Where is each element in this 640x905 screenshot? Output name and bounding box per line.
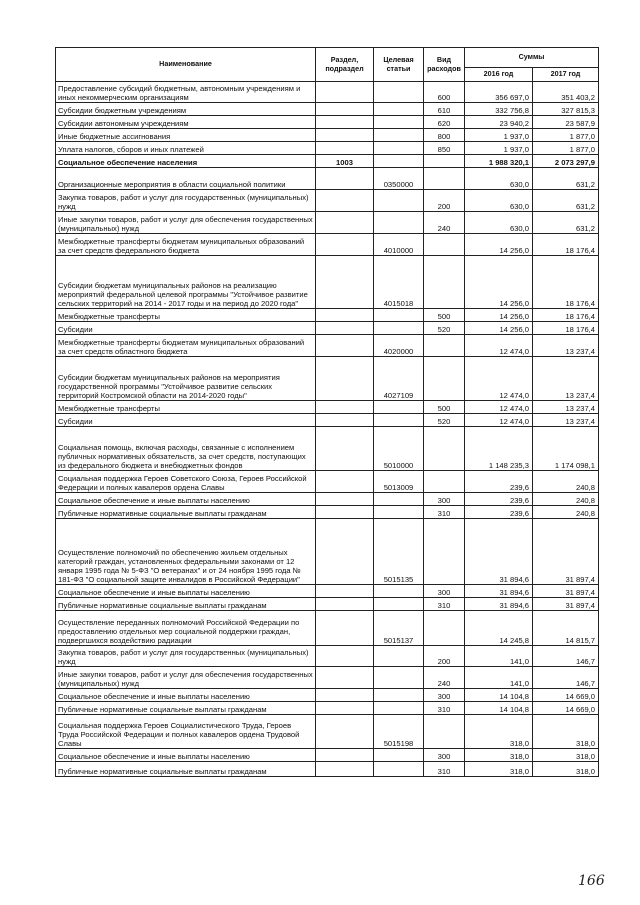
row-sum-2017: 18 176,4 <box>533 309 599 322</box>
row-section: 1003 <box>316 155 374 168</box>
row-target <box>374 414 424 427</box>
table-row <box>56 309 599 322</box>
row-expense-type <box>424 471 465 493</box>
row-target <box>374 82 424 103</box>
row-name: Социальная помощь, включая расходы, связанные с исполнением публичных нормативных обязательств, за счет средств, поступающих из федерального бюджета и внебюджетных фондов <box>56 427 316 471</box>
row-section <box>316 667 374 689</box>
row-sum-2017: 240,8 <box>533 493 599 506</box>
row-target <box>374 493 424 506</box>
row-name: Социальная поддержка Героев Социалистического Труда, Героев Труда Российской Федерации и полных кавалеров ордена Трудовой Славы <box>56 715 316 749</box>
table-row <box>56 103 599 116</box>
row-name: Субсидии <box>56 414 316 427</box>
row-sum-2016: 14 256,0 <box>465 256 533 309</box>
row-name: Межбюджетные трансферты бюджетам муниципальных образований за счет средств областного бюджета <box>56 335 316 357</box>
table-row <box>56 715 599 749</box>
row-sum-2016: 239,6 <box>465 471 533 493</box>
row-name: Уплата налогов, сборов и иных платежей <box>56 142 316 155</box>
table-row <box>56 689 599 702</box>
row-section <box>316 142 374 155</box>
row-expense-type <box>424 335 465 357</box>
row-target: 5015135 <box>374 519 424 585</box>
row-target <box>374 103 424 116</box>
row-target <box>374 646 424 667</box>
row-target <box>374 322 424 335</box>
row-section <box>316 357 374 401</box>
row-sum-2016: 318,0 <box>465 749 533 762</box>
row-sum-2017: 13 237,4 <box>533 357 599 401</box>
row-name: Субсидии бюджетам муниципальных районов на реализацию мероприятий федеральной целевой программы "Устойчивое развитие сельских территорий на 2014 - 2017 годы и на период до 2020 года" <box>56 256 316 309</box>
row-target <box>374 129 424 142</box>
row-expense-type: 300 <box>424 749 465 762</box>
row-target <box>374 401 424 414</box>
row-section <box>316 689 374 702</box>
row-section <box>316 471 374 493</box>
row-section <box>316 309 374 322</box>
row-sum-2016: 31 894,6 <box>465 519 533 585</box>
row-name: Предоставление субсидий бюджетным, автономным учреждениям и иных некоммерческим организациям <box>56 82 316 103</box>
table-row <box>56 667 599 689</box>
table-row <box>56 585 599 598</box>
row-expense-type: 240 <box>424 667 465 689</box>
row-section <box>316 234 374 256</box>
row-target <box>374 506 424 519</box>
row-target: 4020000 <box>374 335 424 357</box>
header-section: Раздел, подраздел <box>316 48 374 82</box>
table-body <box>56 82 599 777</box>
row-section <box>316 519 374 585</box>
row-target: 5015198 <box>374 715 424 749</box>
row-sum-2017: 1 174 098,1 <box>533 427 599 471</box>
row-section <box>316 493 374 506</box>
table-row <box>56 129 599 142</box>
table-row <box>56 471 599 493</box>
row-target <box>374 585 424 598</box>
header-target: Целевая статьи <box>374 48 424 82</box>
row-section <box>316 749 374 762</box>
row-sum-2016: 14 256,0 <box>465 322 533 335</box>
row-expense-type: 200 <box>424 646 465 667</box>
row-expense-type <box>424 715 465 749</box>
row-sum-2016: 239,6 <box>465 506 533 519</box>
row-section <box>316 715 374 749</box>
row-name: Социальное обеспечение и иные выплаты населению <box>56 749 316 762</box>
row-target <box>374 762 424 777</box>
row-name: Закупка товаров, работ и услуг для государственных (муниципальных) нужд <box>56 190 316 212</box>
table-row <box>56 212 599 234</box>
row-name: Межбюджетные трансферты <box>56 401 316 414</box>
row-target <box>374 598 424 611</box>
row-name: Публичные нормативные социальные выплаты гражданам <box>56 506 316 519</box>
row-section <box>316 611 374 646</box>
table-row <box>56 611 599 646</box>
row-expense-type: 310 <box>424 702 465 715</box>
row-sum-2017: 631,2 <box>533 190 599 212</box>
row-sum-2016: 14 245,8 <box>465 611 533 646</box>
row-name: Субсидии <box>56 322 316 335</box>
table-row <box>56 142 599 155</box>
header-name: Наименование <box>56 48 316 82</box>
table-row <box>56 401 599 414</box>
row-sum-2017: 31 897,4 <box>533 585 599 598</box>
table-row <box>56 519 599 585</box>
row-sum-2017: 240,8 <box>533 506 599 519</box>
row-sum-2017: 13 237,4 <box>533 401 599 414</box>
row-expense-type <box>424 155 465 168</box>
row-sum-2016: 12 474,0 <box>465 401 533 414</box>
row-section <box>316 322 374 335</box>
table-row <box>56 190 599 212</box>
row-sum-2016: 332 756,8 <box>465 103 533 116</box>
header-sums: Суммы <box>465 48 599 68</box>
row-sum-2017: 1 877,0 <box>533 129 599 142</box>
row-target <box>374 667 424 689</box>
row-name: Иные закупки товаров, работ и услуг для обеспечения государственных (муниципальных) нужд <box>56 212 316 234</box>
row-target <box>374 155 424 168</box>
row-target: 5015137 <box>374 611 424 646</box>
row-sum-2017: 318,0 <box>533 715 599 749</box>
table-row <box>56 646 599 667</box>
row-expense-type: 310 <box>424 506 465 519</box>
row-section <box>316 190 374 212</box>
row-name: Публичные нормативные социальные выплаты гражданам <box>56 598 316 611</box>
row-section <box>316 129 374 142</box>
row-sum-2017: 318,0 <box>533 749 599 762</box>
header-type: Вид расходов <box>424 48 465 82</box>
row-name: Социальное обеспечение и иные выплаты населению <box>56 585 316 598</box>
row-target <box>374 309 424 322</box>
row-expense-type: 800 <box>424 129 465 142</box>
row-sum-2016: 1 988 320,1 <box>465 155 533 168</box>
header-year-2016: 2016 год <box>465 68 533 82</box>
row-name: Субсидии бюджетным учреждениям <box>56 103 316 116</box>
row-sum-2017: 327 815,3 <box>533 103 599 116</box>
row-sum-2016: 31 894,6 <box>465 598 533 611</box>
row-section <box>316 82 374 103</box>
row-name: Иные закупки товаров, работ и услуг для обеспечения государственных (муниципальных) нужд <box>56 667 316 689</box>
row-sum-2016: 1 937,0 <box>465 129 533 142</box>
row-sum-2016: 31 894,6 <box>465 585 533 598</box>
row-sum-2016: 12 474,0 <box>465 414 533 427</box>
row-expense-type <box>424 357 465 401</box>
row-name: Межбюджетные трансферты <box>56 309 316 322</box>
row-expense-type: 520 <box>424 322 465 335</box>
row-target <box>374 190 424 212</box>
table-row <box>56 256 599 309</box>
row-expense-type: 620 <box>424 116 465 129</box>
row-name: Публичные нормативные социальные выплаты гражданам <box>56 702 316 715</box>
table-row <box>56 357 599 401</box>
row-sum-2017: 14 669,0 <box>533 689 599 702</box>
row-sum-2017: 23 587,9 <box>533 116 599 129</box>
row-target <box>374 116 424 129</box>
table-row <box>56 116 599 129</box>
row-sum-2016: 23 940,2 <box>465 116 533 129</box>
table-row <box>56 598 599 611</box>
row-sum-2016: 318,0 <box>465 715 533 749</box>
row-sum-2016: 14 104,8 <box>465 689 533 702</box>
row-sum-2016: 14 256,0 <box>465 234 533 256</box>
row-expense-type <box>424 256 465 309</box>
row-sum-2016: 14 256,0 <box>465 309 533 322</box>
row-sum-2016: 239,6 <box>465 493 533 506</box>
table-row <box>56 322 599 335</box>
row-section <box>316 598 374 611</box>
row-section <box>316 401 374 414</box>
row-sum-2016: 12 474,0 <box>465 357 533 401</box>
row-section <box>316 427 374 471</box>
row-section <box>316 702 374 715</box>
row-sum-2017: 351 403,2 <box>533 82 599 103</box>
row-sum-2017: 13 237,4 <box>533 335 599 357</box>
row-section <box>316 212 374 234</box>
table-row <box>56 155 599 168</box>
row-section <box>316 103 374 116</box>
row-sum-2016: 318,0 <box>465 762 533 777</box>
row-name: Осуществление переданных полномочий Российской Федерации по предоставлению отдельных мер социальной поддержки граждан, подвергшихся воздействию радиации <box>56 611 316 646</box>
row-name: Закупка товаров, работ и услуг для государственных (муниципальных) нужд <box>56 646 316 667</box>
row-sum-2017: 14 815,7 <box>533 611 599 646</box>
row-target: 0350000 <box>374 168 424 190</box>
row-expense-type: 240 <box>424 212 465 234</box>
row-sum-2017: 2 073 297,9 <box>533 155 599 168</box>
table-row <box>56 234 599 256</box>
row-expense-type <box>424 427 465 471</box>
row-name: Организационные мероприятия в области социальной политики <box>56 168 316 190</box>
row-sum-2017: 13 237,4 <box>533 414 599 427</box>
row-expense-type: 600 <box>424 82 465 103</box>
row-name: Иные бюджетные ассигнования <box>56 129 316 142</box>
row-section <box>316 762 374 777</box>
page-number: 166 <box>578 873 605 889</box>
row-sum-2017: 18 176,4 <box>533 322 599 335</box>
row-section <box>316 646 374 667</box>
row-sum-2017: 18 176,4 <box>533 256 599 309</box>
row-sum-2016: 356 697,0 <box>465 82 533 103</box>
row-sum-2017: 631,2 <box>533 168 599 190</box>
row-section <box>316 585 374 598</box>
table-row <box>56 506 599 519</box>
row-sum-2016: 12 474,0 <box>465 335 533 357</box>
table-row <box>56 335 599 357</box>
row-name: Публичные нормативные социальные выплаты гражданам <box>56 762 316 777</box>
row-target: 4027109 <box>374 357 424 401</box>
row-target <box>374 142 424 155</box>
row-section <box>316 335 374 357</box>
table-row <box>56 82 599 103</box>
row-name: Субсидии автономным учреждениям <box>56 116 316 129</box>
table-row <box>56 762 599 777</box>
row-section <box>316 116 374 129</box>
row-section <box>316 506 374 519</box>
row-expense-type: 300 <box>424 585 465 598</box>
row-target: 4010000 <box>374 234 424 256</box>
row-sum-2016: 630,0 <box>465 212 533 234</box>
row-expense-type <box>424 611 465 646</box>
row-sum-2017: 318,0 <box>533 762 599 777</box>
row-sum-2017: 1 877,0 <box>533 142 599 155</box>
row-expense-type: 310 <box>424 598 465 611</box>
row-name: Межбюджетные трансферты бюджетам муниципальных образований за счет средств федерального бюджета <box>56 234 316 256</box>
row-name: Социальное обеспечение и иные выплаты населению <box>56 493 316 506</box>
row-name: Субсидии бюджетам муниципальных районов на мероприятия государственной программы "Устойчивое развитие сельских территорий Костромской области на 2014-2020 годы" <box>56 357 316 401</box>
row-target <box>374 212 424 234</box>
row-expense-type: 500 <box>424 309 465 322</box>
row-sum-2017: 631,2 <box>533 212 599 234</box>
row-sum-2017: 31 897,4 <box>533 598 599 611</box>
row-sum-2017: 18 176,4 <box>533 234 599 256</box>
header-year-2017: 2017 год <box>533 68 599 82</box>
row-target: 4015018 <box>374 256 424 309</box>
row-name: Социальная поддержка Героев Советского Союза, Героев Российской Федерации и полных кавалеров ордена Славы <box>56 471 316 493</box>
row-target <box>374 689 424 702</box>
row-sum-2017: 146,7 <box>533 667 599 689</box>
row-name: Осуществление полномочий по обеспечению жильем отдельных категорий граждан, установленных федеральными законами от 12 января 1995 года № 5-ФЗ "О ветеранах" и от 24 ноября 1995 года № 181-ФЗ "О социальной защите инвалидов в Российской Федерации" <box>56 519 316 585</box>
table-row <box>56 168 599 190</box>
row-sum-2017: 146,7 <box>533 646 599 667</box>
row-sum-2016: 630,0 <box>465 190 533 212</box>
table-row <box>56 427 599 471</box>
row-expense-type: 850 <box>424 142 465 155</box>
row-target: 5010000 <box>374 427 424 471</box>
row-expense-type: 500 <box>424 401 465 414</box>
row-name: Социальное обеспечение и иные выплаты населению <box>56 689 316 702</box>
row-expense-type: 200 <box>424 190 465 212</box>
row-section <box>316 256 374 309</box>
row-expense-type: 300 <box>424 493 465 506</box>
row-sum-2016: 1 937,0 <box>465 142 533 155</box>
row-sum-2016: 1 148 235,3 <box>465 427 533 471</box>
row-expense-type <box>424 168 465 190</box>
row-sum-2017: 31 897,4 <box>533 519 599 585</box>
row-expense-type <box>424 234 465 256</box>
row-section <box>316 168 374 190</box>
row-expense-type <box>424 519 465 585</box>
table-row <box>56 749 599 762</box>
row-target <box>374 702 424 715</box>
row-sum-2016: 14 104,8 <box>465 702 533 715</box>
row-sum-2016: 141,0 <box>465 646 533 667</box>
table-row <box>56 414 599 427</box>
table-row <box>56 702 599 715</box>
row-expense-type: 610 <box>424 103 465 116</box>
row-expense-type: 300 <box>424 689 465 702</box>
row-sum-2016: 141,0 <box>465 667 533 689</box>
table-row <box>56 493 599 506</box>
row-sum-2017: 240,8 <box>533 471 599 493</box>
row-name: Социальное обеспечение населения <box>56 155 316 168</box>
budget-table-sheet <box>55 47 598 777</box>
row-expense-type: 310 <box>424 762 465 777</box>
row-sum-2017: 14 669,0 <box>533 702 599 715</box>
row-expense-type: 520 <box>424 414 465 427</box>
budget-table <box>55 47 599 777</box>
row-sum-2016: 630,0 <box>465 168 533 190</box>
row-target <box>374 749 424 762</box>
row-target: 5013009 <box>374 471 424 493</box>
row-section <box>316 414 374 427</box>
